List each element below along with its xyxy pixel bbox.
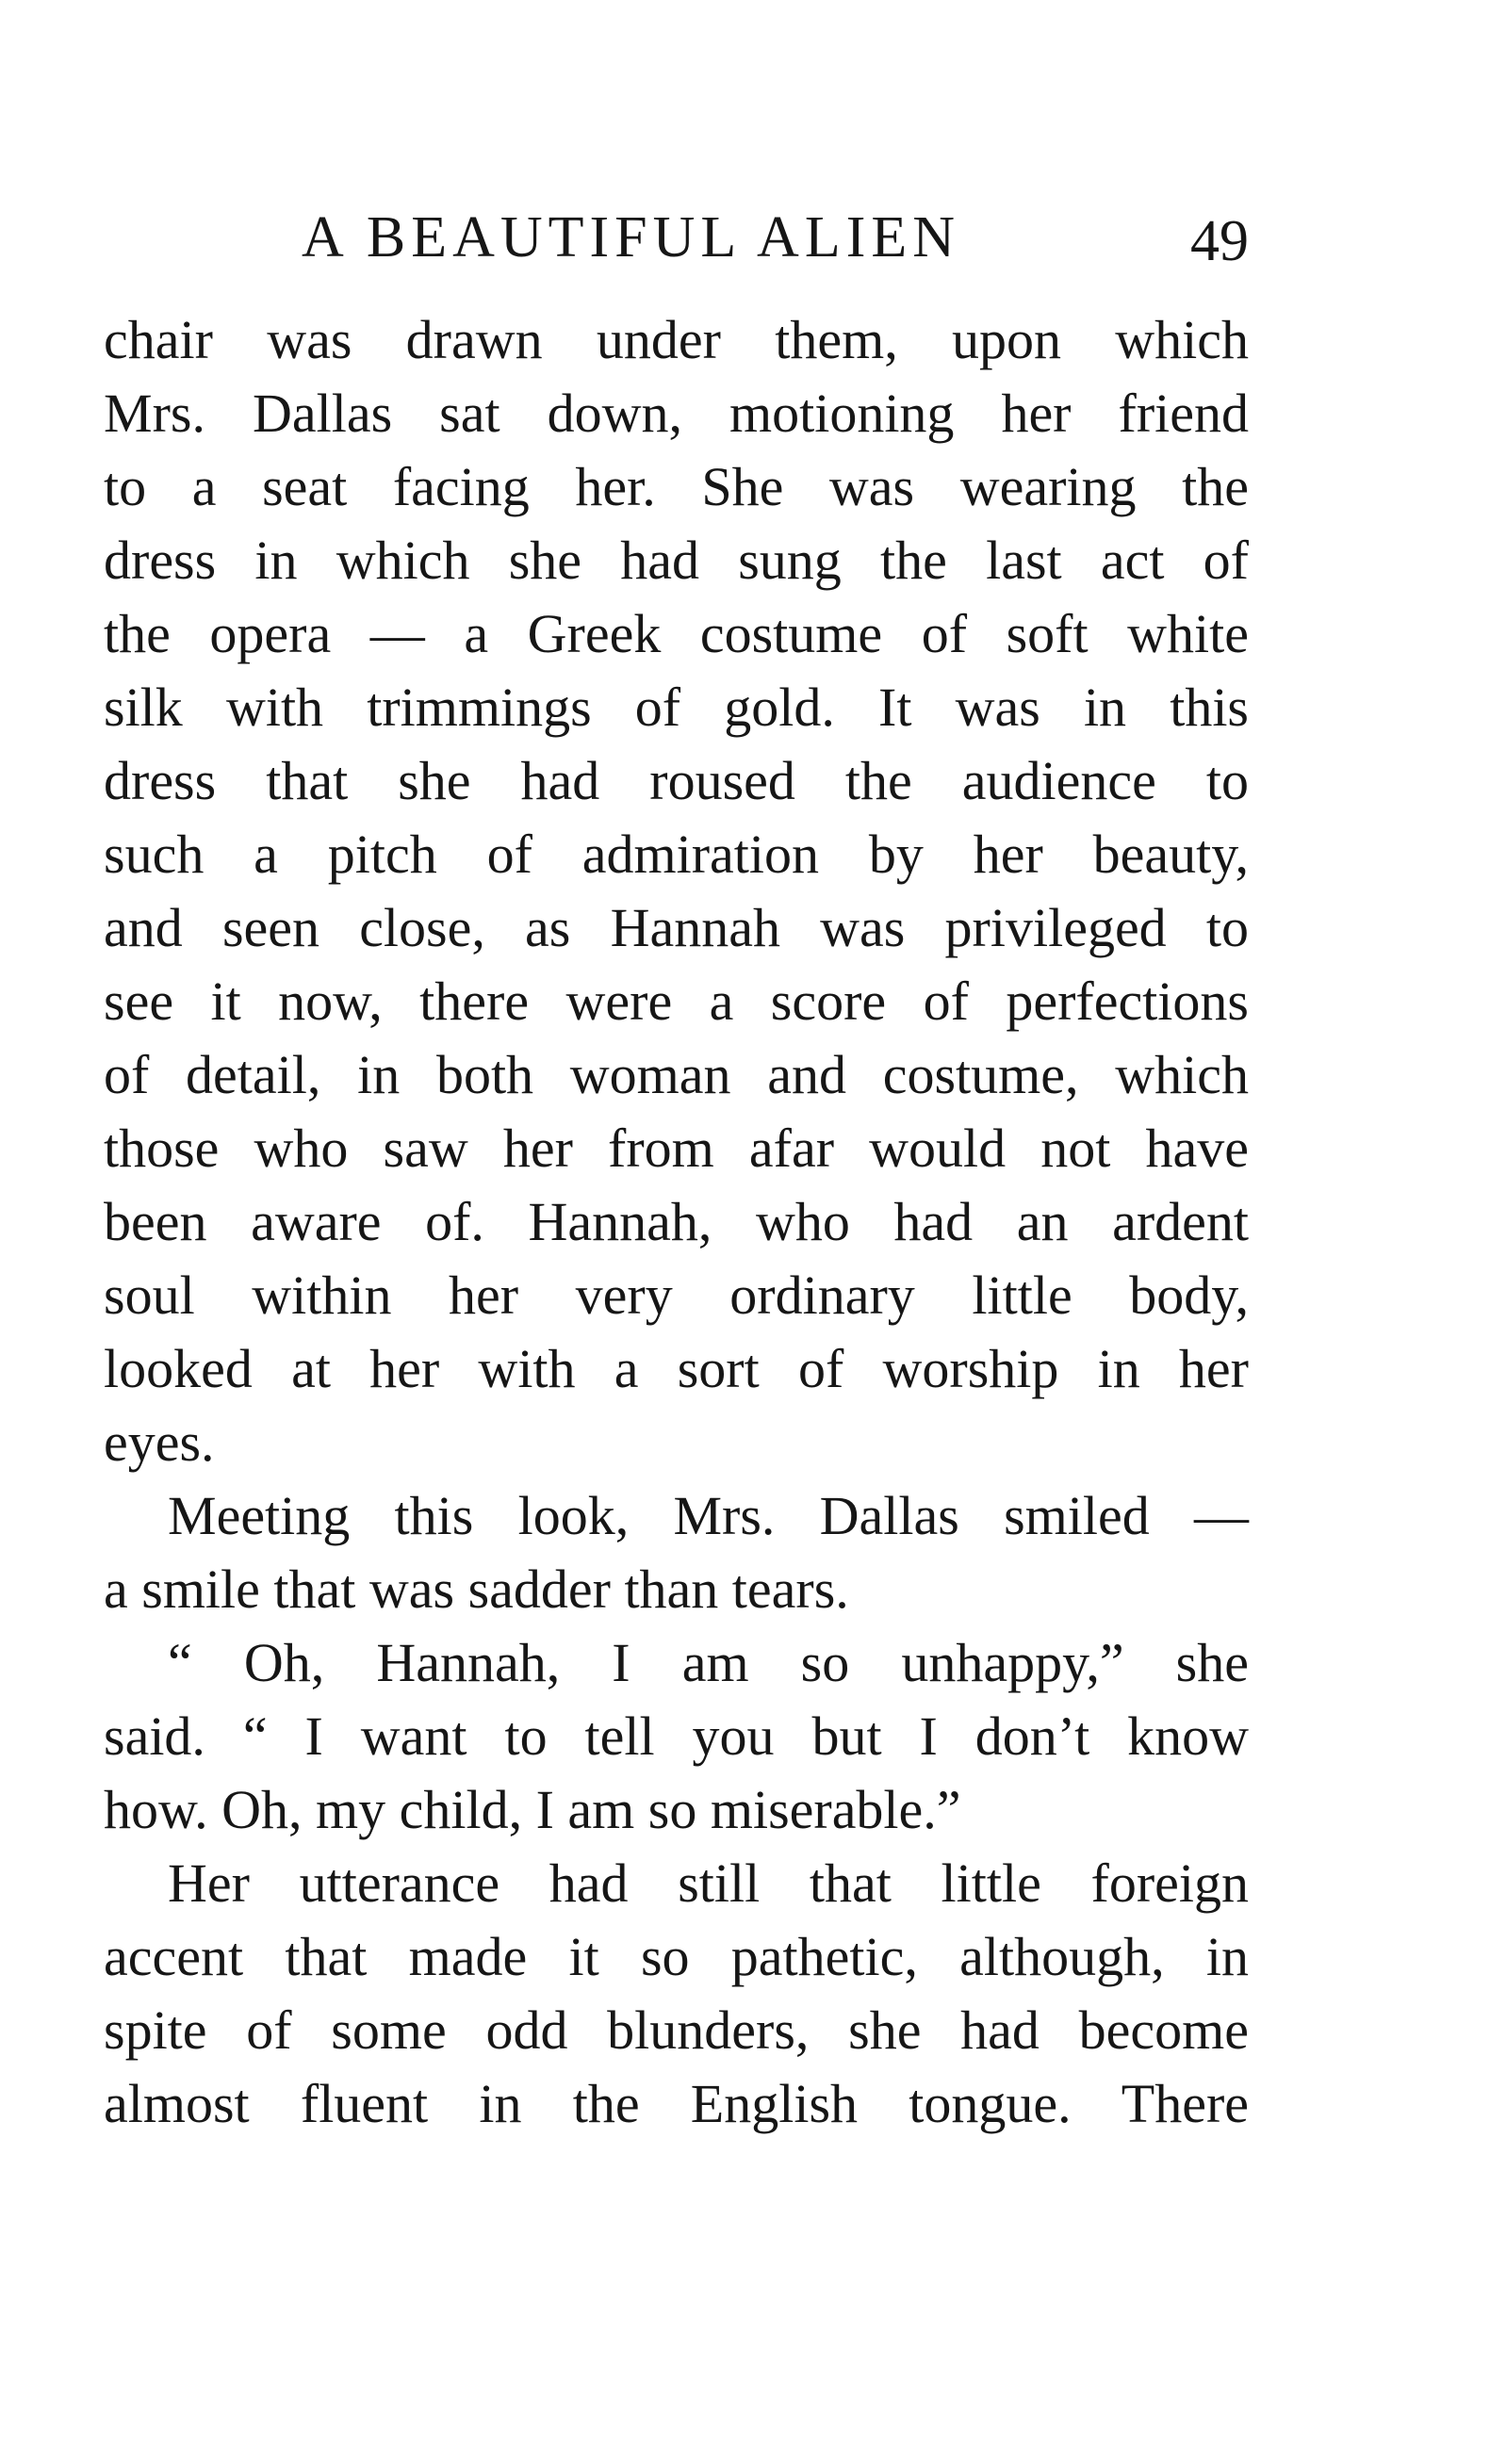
text-line: spite of some odd blunders, she had become <box>104 1999 1249 2061</box>
text-line: soul within her very ordinary little body, <box>104 1265 1249 1326</box>
text-line: Meeting this look, Mrs. Dallas smiled — <box>168 1485 1249 1546</box>
running-title: A BEAUTIFUL ALIEN <box>302 205 960 269</box>
text-line: accent that made it so pathetic, although, in <box>104 1926 1249 1987</box>
text-line: eyes. <box>104 1411 215 1473</box>
text-line: silk with trimmings of gold. It was in this <box>104 677 1249 738</box>
text-line: been aware of. Hannah, who had an ardent <box>104 1191 1249 1252</box>
paragraph-3 <box>104 1626 1249 1847</box>
paragraph-1 <box>104 303 1249 1479</box>
text-line: almost fluent in the English tongue. There <box>104 2073 1249 2134</box>
text-line: of detail, in both woman and costume, which <box>104 1044 1249 1105</box>
text-line: Mrs. Dallas sat down, motioning her friend <box>104 383 1249 444</box>
paragraph-4 <box>104 1847 1249 2141</box>
text-line: dress that she had roused the audience to <box>104 750 1249 811</box>
text-line: said. “ I want to tell you but I don’t know <box>104 1705 1249 1767</box>
text-line: chair was drawn under them, upon which <box>104 309 1249 370</box>
page-number: 49 <box>1190 209 1249 273</box>
text-line: see it now, there were a score of perfections <box>104 971 1249 1032</box>
body-text <box>104 303 1249 2141</box>
text-line: the opera — a Greek costume of soft white <box>104 603 1249 664</box>
text-line: to a seat facing her. She was wearing the <box>104 456 1249 517</box>
text-line: those who saw her from afar would not have <box>104 1118 1249 1179</box>
text-line: how. Oh, my child, I am so miserable.” <box>104 1779 961 1840</box>
text-line: Her utterance had still that little foreign <box>168 1852 1249 1914</box>
text-line: dress in which she had sung the last act of <box>104 530 1249 591</box>
paragraph-2 <box>104 1479 1249 1626</box>
text-line: a smile that was sadder than tears. <box>104 1558 849 1620</box>
text-line: such a pitch of admiration by her beauty, <box>104 824 1249 885</box>
text-line: looked at her with a sort of worship in her <box>104 1338 1249 1399</box>
text-line: “ Oh, Hannah, I am so unhappy,” she <box>168 1632 1249 1693</box>
running-head <box>104 200 1249 275</box>
text-line: and seen close, as Hannah was privileged to <box>104 897 1249 958</box>
